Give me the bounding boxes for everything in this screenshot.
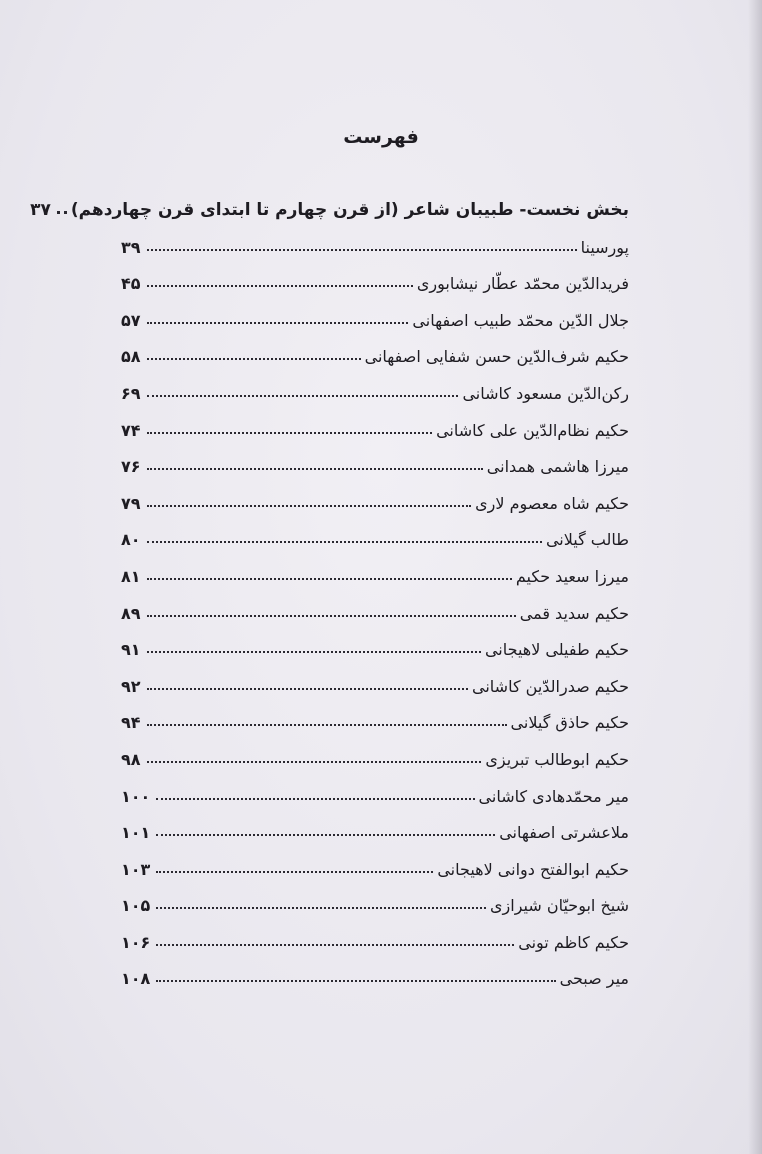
dot-leader xyxy=(147,322,409,324)
entry-page-number: ۸۱ xyxy=(121,566,141,586)
entry-name: میرزا هاشمی همدانی xyxy=(486,457,629,477)
dot-leader xyxy=(147,724,507,726)
page-title: فهرست xyxy=(343,126,419,148)
entry-page-number: ۶۹ xyxy=(121,383,141,403)
entry-name: حکیم شرف‌الدّین حسن شفایی اصفهانی xyxy=(364,347,629,367)
entry-page-number: ۹۸ xyxy=(121,749,141,769)
table-of-contents xyxy=(30,186,629,989)
entry-name: میر محمّدهادی کاشانی xyxy=(478,786,629,806)
toc-entry xyxy=(121,806,629,843)
entry-page-number: ۳۹ xyxy=(121,237,141,257)
section-page-number: ۳۷ xyxy=(30,200,51,220)
entry-name: شیخ ابوحیّان شیرازی xyxy=(490,896,629,916)
entry-page-number: ۹۴ xyxy=(121,713,141,733)
dot-leader xyxy=(156,980,555,982)
toc-entry xyxy=(121,952,629,989)
dot-leader xyxy=(147,651,481,653)
entry-name: حکیم حاذق گیلانی xyxy=(510,713,629,733)
dot-leader xyxy=(147,395,459,397)
toc-entry xyxy=(121,696,629,733)
dot-leader xyxy=(156,907,486,909)
entry-name: حکیم طفیلی لاهیجانی xyxy=(484,640,629,660)
toc-entry xyxy=(121,403,629,440)
dot-leader xyxy=(147,432,433,434)
entry-name: جلال الدّین محمّد طبیب اصفهانی xyxy=(412,310,629,330)
entry-name: میر صبحی xyxy=(559,969,629,989)
toc-entry xyxy=(121,293,629,330)
entry-name: حکیم کاظم تونی xyxy=(518,932,629,952)
dot-leader xyxy=(147,761,482,763)
toc-entry xyxy=(121,549,629,586)
toc-entry xyxy=(121,440,629,477)
page-edge-shadow xyxy=(748,0,762,1154)
section-label: بخش نخست- طبیبان شاعر (از قرن چهارم تا ابتدای قرن چهاردهم) xyxy=(70,200,629,220)
entry-name: ملاعشرتی اصفهانی xyxy=(499,823,629,843)
toc-entry xyxy=(121,842,629,879)
entry-name: حکیم ابوطالب تبریزی xyxy=(485,749,629,769)
toc-entry xyxy=(121,732,629,769)
entry-page-number: ۷۹ xyxy=(121,493,141,513)
dot-leader xyxy=(156,944,514,946)
dot-leader xyxy=(156,834,495,836)
entry-page-number: ۱۰۳ xyxy=(121,859,151,879)
entry-page-number: ۱۰۵ xyxy=(121,896,151,916)
dot-leader xyxy=(147,468,483,470)
toc-entry xyxy=(121,659,629,696)
entry-page-number: ۹۲ xyxy=(121,676,141,696)
toc-entry xyxy=(121,879,629,916)
dot-leader xyxy=(57,211,67,214)
entry-name: رکن‌الدّین مسعود کاشانی xyxy=(462,383,629,403)
toc-entry xyxy=(121,623,629,660)
entry-page-number: ۹۱ xyxy=(121,640,141,660)
toc-entry xyxy=(121,366,629,403)
toc-entry xyxy=(121,769,629,806)
entry-name: میرزا سعید حکیم xyxy=(515,566,629,586)
entry-page-number: ۸۰ xyxy=(121,530,141,550)
entry-name: حکیم ابوالفتح دوانی لاهیجانی xyxy=(437,859,629,879)
entry-name: حکیم شاه معصوم لاری xyxy=(475,493,629,513)
entry-name: حکیم صدرالدّین کاشانی xyxy=(472,676,629,696)
entry-name: حکیم نظام‌الدّین علی کاشانی xyxy=(436,420,629,440)
entry-name: فریدالدّین محمّد عطّار نیشابوری xyxy=(416,274,629,294)
toc-entry xyxy=(121,915,629,952)
entry-name: پورسینا xyxy=(580,237,629,257)
entry-page-number: ۱۰۰ xyxy=(121,786,151,806)
toc-entry xyxy=(121,257,629,294)
toc-entry xyxy=(121,513,629,550)
dot-leader xyxy=(147,541,542,543)
dot-leader xyxy=(147,615,516,617)
dot-leader xyxy=(147,285,413,287)
entry-page-number: ۸۹ xyxy=(121,603,141,623)
dot-leader xyxy=(147,249,577,251)
toc-entry xyxy=(121,330,629,367)
entry-page-number: ۱۰۶ xyxy=(121,932,151,952)
dot-leader xyxy=(147,505,472,507)
dot-leader xyxy=(156,871,433,873)
dot-leader xyxy=(147,688,468,690)
dot-leader xyxy=(147,578,512,580)
entry-page-number: ۵۷ xyxy=(121,310,141,330)
entry-page-number: ۱۰۱ xyxy=(121,823,151,843)
toc-entry xyxy=(121,476,629,513)
toc-entry xyxy=(121,586,629,623)
dot-leader xyxy=(147,358,361,360)
toc-entry xyxy=(121,220,629,257)
entry-name: طالب گیلانی xyxy=(545,530,629,550)
entry-page-number: ۷۴ xyxy=(121,420,141,440)
entry-page-number: ۷۶ xyxy=(121,457,141,477)
dot-leader xyxy=(156,798,474,800)
entry-page-number: ۱۰۸ xyxy=(121,969,151,989)
entry-page-number: ۵۸ xyxy=(121,347,141,367)
entry-page-number: ۴۵ xyxy=(121,274,141,294)
toc-section-heading xyxy=(30,186,629,220)
entry-name: حکیم سدید قمی xyxy=(519,603,629,623)
